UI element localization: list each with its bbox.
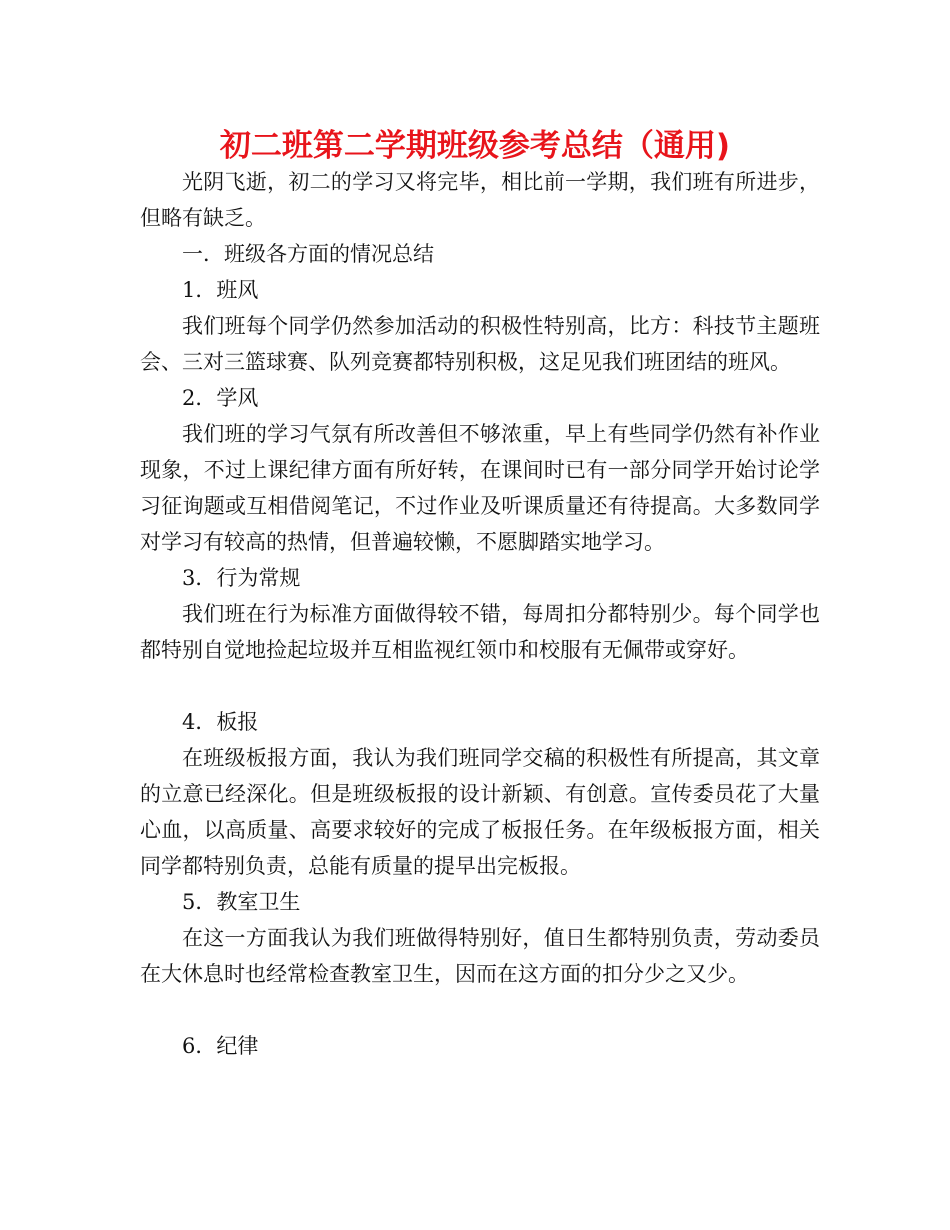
- paragraph-blackboard: 在班级板报方面，我认为我们班同学交稿的积极性有所提高，其文章的立意已经深化。但是班级板报的设计新颖、有创意。宣传委员花了大量心血，以高质量、高要求较好的完成了板报任务。在年级板报方面，相关同学都特别负责，总能有质量的提早出完板报。: [140, 746, 820, 878]
- subheading-blackboard: 4．板报: [182, 710, 259, 734]
- document-title: 初二班第二学期班级参考总结（通用): [219, 128, 731, 164]
- paragraph-hygiene: 在这一方面我认为我们班做得特别好，值日生都特别负责，劳动委员在大休息时也经常检查教室卫生，因而在这方面的扣分少之又少。: [140, 926, 820, 986]
- blank-line: [140, 668, 820, 704]
- subheading-discipline: 6．纪律: [182, 1034, 259, 1058]
- blank-line: [140, 992, 820, 1028]
- subheading-hygiene: 5．教室卫生: [182, 890, 301, 914]
- subheading-behavior: 3．行为常规: [182, 566, 301, 590]
- intro-paragraph: 光阴飞逝，初二的学习又将完毕，相比前一学期，我们班有所进步，但略有缺乏。: [140, 170, 820, 230]
- subheading-study-style: 2．学风: [182, 386, 259, 410]
- subheading-class-spirit: 1．班风: [182, 278, 259, 302]
- document-body: [140, 164, 820, 1064]
- paragraph-class-spirit: 我们班每个同学仍然参加活动的积极性特别高，比方：科技节主题班会、三对三篮球赛、队列竞赛都特别积极，这足见我们班团结的班风。: [140, 314, 820, 374]
- paragraph-study-style: 我们班的学习气氛有所改善但不够浓重，早上有些同学仍然有补作业现象，不过上课纪律方面有所好转，在课间时已有一部分同学开始讨论学习征询题或互相借阅笔记，不过作业及听课质量还有待提高。大多数同学对学习有较高的热情，但普遍较懒，不愿脚踏实地学习。: [140, 422, 820, 554]
- paragraph-behavior: 我们班在行为标准方面做得较不错，每周扣分都特别少。每个同学也都特别自觉地捡起垃圾并互相监视红领巾和校服有无佩带或穿好。: [140, 602, 820, 662]
- section-heading: 一．班级各方面的情况总结: [182, 242, 434, 266]
